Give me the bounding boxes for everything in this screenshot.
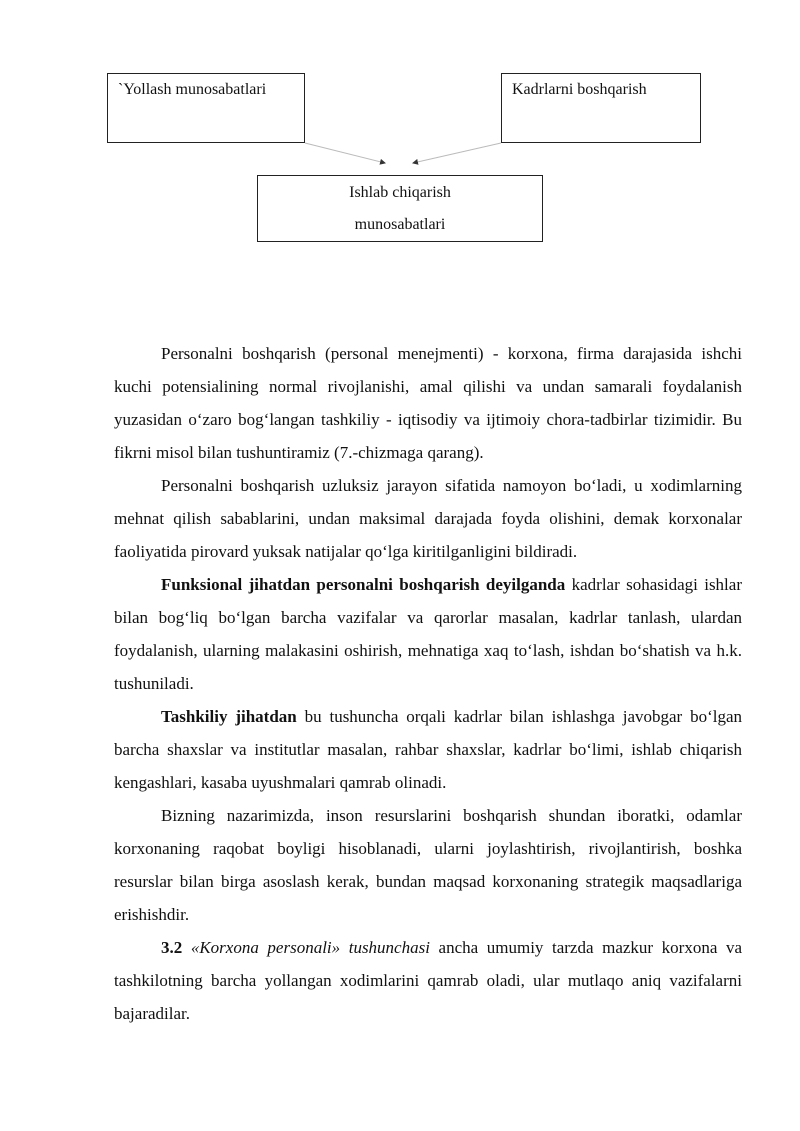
paragraph-6-text: ancha umumiy tarzda mazkur korxona va tashkilotning barcha yollangan xodimlarini qamrab oladi, ular mutlaqo aniq vazifalarni bajaradilar. [114, 938, 742, 1023]
section-number: 3.2 [161, 938, 183, 957]
diagram-box-production-relations [257, 175, 543, 242]
paragraph-6 [114, 931, 742, 1030]
paragraph-3-text: kadrlar sohasidagi ishlar bilan bog‘liq bo‘lgan barcha vazifalar va qarorlar masalan, kadrlar tanlash, ulardan foydalanish, ularning malakasini oshirish, mehnatiga xaq to‘lash, ishdan bo‘shatish va h.k. tushuniladi. [114, 575, 742, 693]
paragraph-5: Bizning nazarimizda, inson resurslarini boshqarish shundan iboratki, odamlar korxonaning raqobat boyligi hisoblanadi, ularni joylashtirish, rivojlantirish, boshka resurslar bilan birga asoslash kerak, bundan maqsad korxonaning strategik maqsadlariga erishishdir. [114, 806, 742, 924]
diagram-box-label-line1: Ishlab chiqarish [349, 184, 451, 201]
paragraph-3 [114, 568, 742, 700]
arrow-right-to-center [413, 143, 501, 163]
paragraph-4-term: Tashkiliy jihatdan [161, 707, 297, 726]
body-text [114, 337, 742, 1030]
diagram-box-label: Kadrlarni boshqarish [512, 81, 647, 98]
paragraph-4-text: bu tushuncha orqali kadrlar bilan ishlashga javobgar bo‘lgan barcha shaxslar va institutlar masalan, rahbar shaxslar, kadrlar bo‘limi, ishlab chiqarish kengashlari, kasaba uyushmalari qamrab olinadi. [114, 707, 742, 792]
paragraph-1: Personalni boshqarish (personal menejmenti) - korxona, firma darajasida ishchi kuchi potensialining normal rivojlanishi, amal qilishi va undan samarali foydalanish yuzasidan o‘zaro bog‘langan tashkiliy - iqtisodiy va ijtimoiy chora-tadbirlar tizimidir. Bu fikrni misol bilan tushuntiramiz (7.-chizmaga qarang). [114, 344, 742, 462]
diagram-box-label: `Yollash munosabatlari [118, 81, 267, 98]
section-term: «Korxona personali» tushunchasi [182, 938, 430, 957]
paragraph-2: Personalni boshqarish uzluksiz jarayon sifatida namoyon bo‘ladi, u xodimlarning mehnat qilish sabablarini, undan maksimal darajada foyda olishini, demak korxonalar faoliyatida pirovard yuksak natijalar qo‘lga kiritilganligini bildiradi. [114, 476, 742, 561]
paragraph-4 [114, 700, 742, 799]
diagram-box-label-line2: munosabatlari [354, 216, 446, 233]
arrow-left-to-center [305, 143, 385, 163]
diagram-arrows [0, 0, 800, 200]
paragraph-3-term: Funksional jihatdan personalni boshqarish deyilganda [161, 575, 566, 594]
